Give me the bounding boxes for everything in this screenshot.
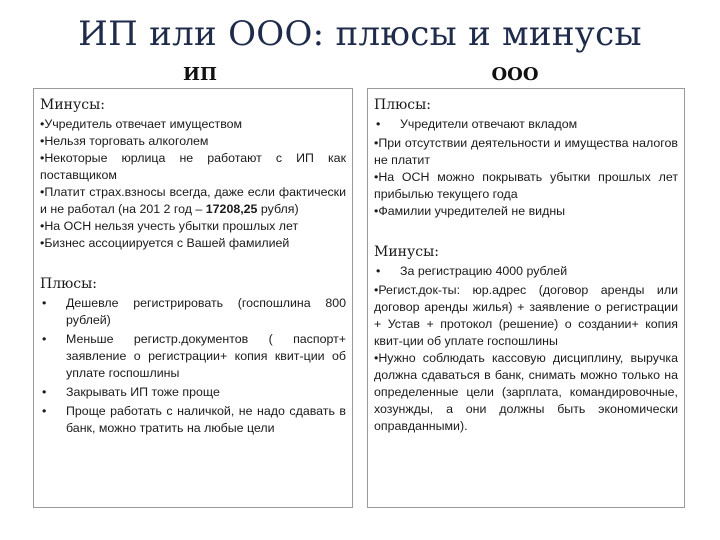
ip-panel bbox=[33, 88, 353, 508]
ip-plus-text: Проще работать с наличкой, не надо сдавать в банк, можно тратить на любые цели bbox=[66, 404, 346, 435]
ooo-plus-item bbox=[374, 116, 678, 133]
column-heading-ooo: ООО bbox=[491, 64, 539, 85]
ooo-panel bbox=[367, 88, 685, 508]
ooo-minus-text: За регистрацию 4000 рублей bbox=[400, 264, 568, 278]
bullet: • bbox=[42, 296, 47, 310]
ooo-minus-item: •Нужно соблюдать кассовую дисциплину, выручка должна сдаваться в банк, снимать можно только на определенные цели (зарплата, командировочные, хозунжды, а они должны быть экономически оправданными). bbox=[374, 351, 678, 433]
ip-plus-item bbox=[40, 295, 346, 329]
insurance-text: •Платит страх.взносы всегда, даже если фактически и не работал (на 201 2 год – bbox=[40, 185, 346, 216]
ooo-minus-item bbox=[374, 263, 678, 280]
ooo-plus-text: Учредители отвечают вкладом bbox=[400, 117, 578, 131]
ooo-pluses-title: Плюсы: bbox=[374, 97, 431, 113]
bullet: • bbox=[42, 332, 47, 346]
ip-minus-item: •Бизнес ассоциируется с Вашей фамилией bbox=[40, 236, 290, 250]
ip-pluses-title: Плюсы: bbox=[40, 276, 97, 292]
insurance-suffix: рубля) bbox=[257, 202, 299, 216]
bullet: • bbox=[376, 264, 381, 278]
ip-plus-item bbox=[40, 403, 346, 437]
ip-minus-item: •На ОСН нельзя учесть убытки прошлых лет bbox=[40, 219, 299, 233]
ooo-minuses-title: Минусы: bbox=[374, 244, 439, 260]
ooo-plus-item: •Фамилии учредителей не видны bbox=[374, 204, 566, 218]
ip-plus-item bbox=[40, 331, 346, 382]
bullet: • bbox=[42, 404, 47, 418]
ip-minuses-title: Минусы: bbox=[40, 97, 105, 113]
ip-minus-item: •Некоторые юрлица не работают с ИП как поставщиком bbox=[40, 151, 346, 182]
ooo-plus-item: •При отсутствии деятельности и имущества налогов не платит bbox=[374, 136, 678, 167]
ip-plus-text: Закрывать ИП тоже проще bbox=[66, 385, 220, 399]
ooo-minus-item: •Регист.док-ты: юр.адрес (договор аренды или договор аренды жилья) + заявление о регистрации + Устав + протокол (решение) о создании+ копия квит-ции об уплате госпошлины bbox=[374, 283, 678, 348]
ip-plus-text: Дешевле регистрировать (госпошлина 800 рублей) bbox=[66, 296, 346, 327]
ip-plus-item bbox=[40, 384, 346, 401]
ip-minus-item-insurance bbox=[40, 184, 346, 218]
bullet: • bbox=[376, 117, 381, 131]
ip-minus-item: •Учредитель отвечает имуществом bbox=[40, 117, 243, 131]
insurance-amount: 17208,25 bbox=[205, 202, 258, 216]
ip-minus-item: •Нельзя торговать алкоголем bbox=[40, 134, 209, 148]
column-heading-ip: ИП bbox=[182, 64, 217, 85]
bullet: • bbox=[42, 385, 47, 399]
ooo-plus-item: •На ОСН можно покрывать убытки прошлых лет прибылью текущего года bbox=[374, 170, 678, 201]
ip-plus-text: Меньше регистр.документов ( паспорт+ заявление о регистрации+ копия квит-ции об уплате госпошлины bbox=[66, 332, 346, 380]
slide-title: ИП или ООО: плюсы и минусы bbox=[78, 14, 642, 54]
